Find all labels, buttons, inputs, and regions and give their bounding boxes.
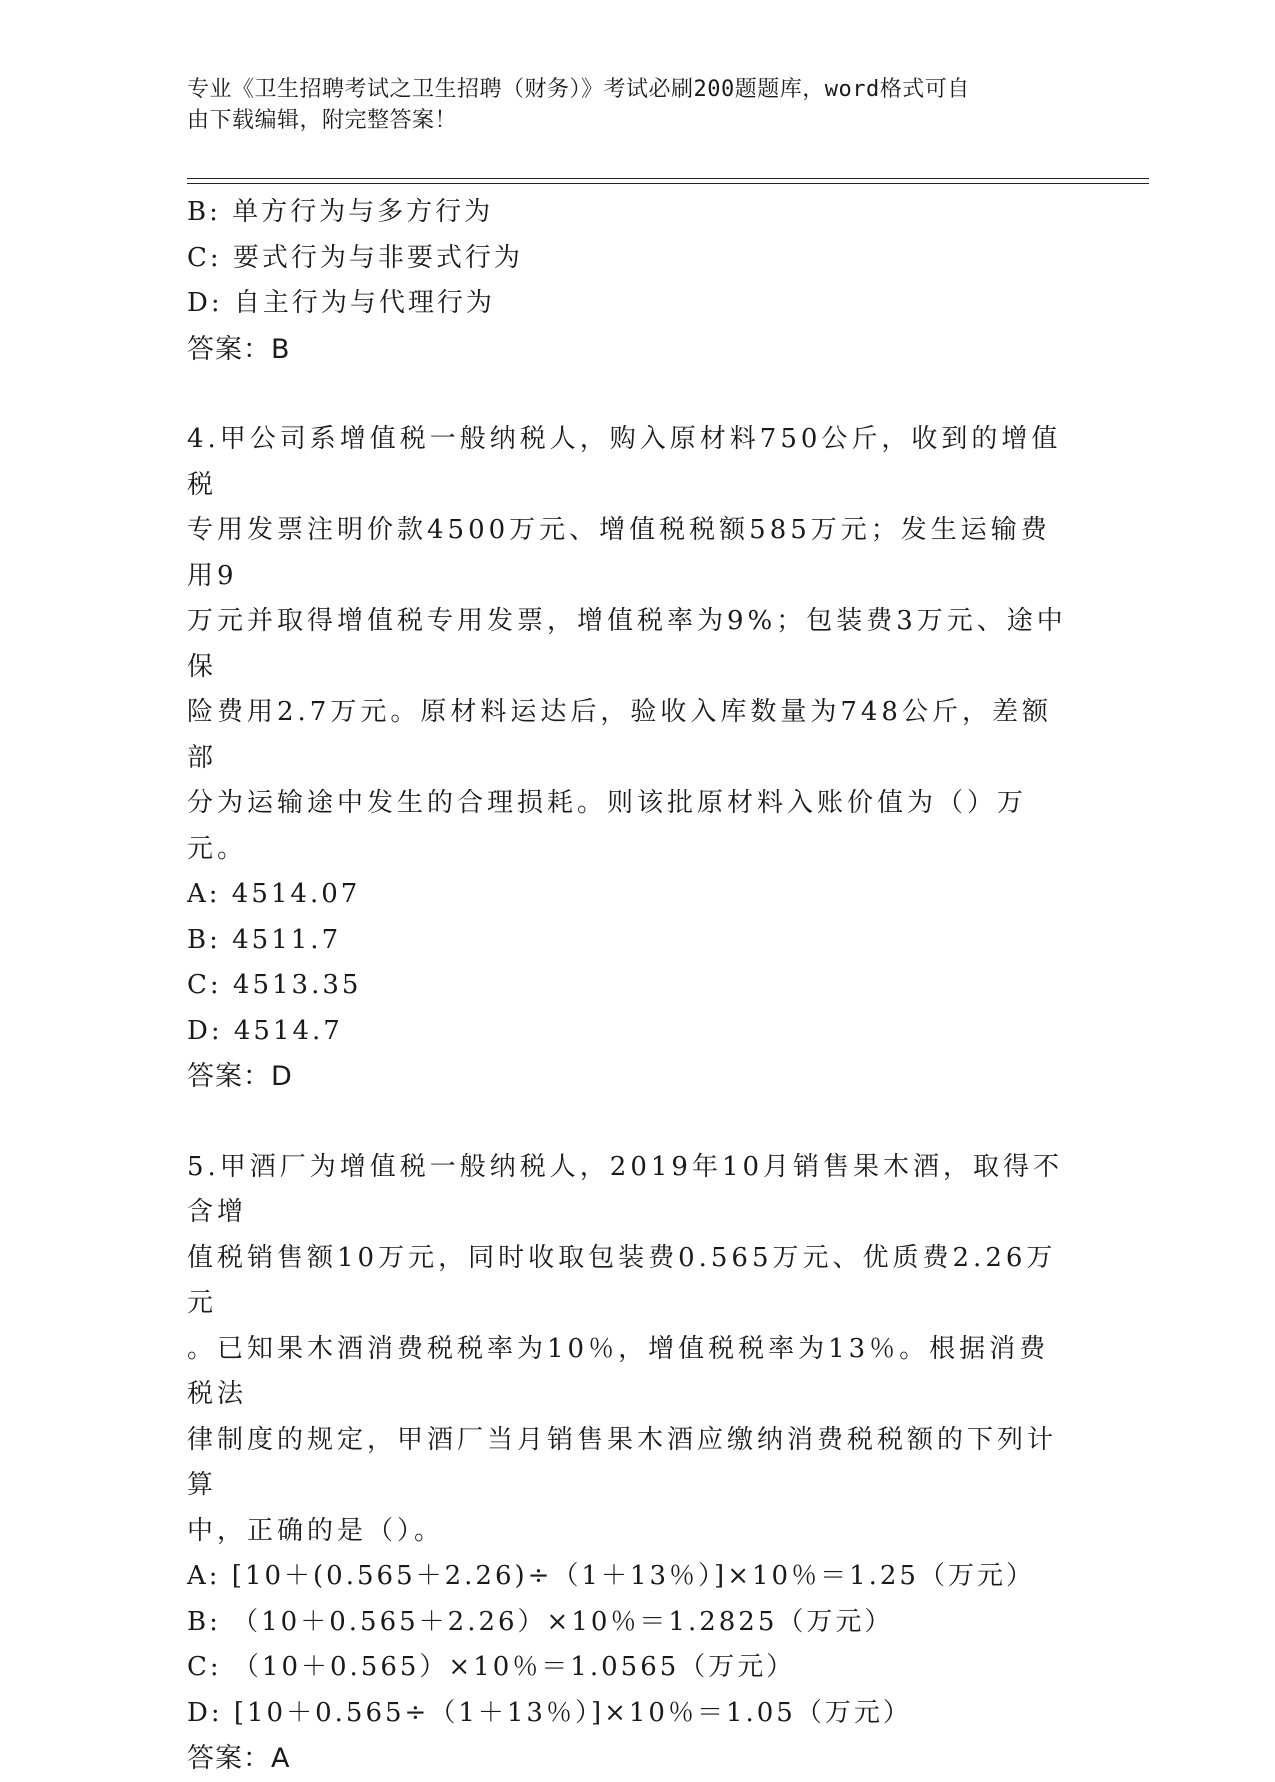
- question-5: [187, 1145, 1077, 1782]
- option-c: C: 要式行为与非要式行为: [187, 242, 523, 273]
- header-divider-bottom: [187, 183, 1149, 184]
- question-stem-line: 4.甲公司系增值税一般纳税人，购入原材料750公斤，收到的增值税: [187, 424, 1062, 500]
- header-divider-top: [187, 178, 1149, 179]
- document-body: [187, 190, 1077, 1782]
- option-b: B: 单方行为与多方行为: [187, 197, 494, 227]
- option-c: C: （10＋0.565）×10％＝1.0565（万元）: [187, 1652, 796, 1682]
- question-3: [187, 190, 1077, 372]
- header-line-2: 由下载编辑，附完整答案！: [187, 108, 458, 133]
- option-d: D: [10＋0.565÷（1＋13％）]×10％＝1.05（万元）: [187, 1697, 912, 1728]
- option-a: A: [10＋(0.565＋2.26)÷（1＋13％）]×10％＝1.25（万元）: [187, 1561, 1035, 1591]
- document-header: [187, 74, 1067, 136]
- option-b: B: 4511.7: [187, 924, 342, 955]
- option-d: D: 自主行为与代理行为: [187, 288, 495, 318]
- spacer: [187, 372, 1077, 417]
- question-stem-line: 中，正确的是（）。: [187, 1515, 445, 1546]
- question-stem-line: 。已知果木酒消费税税率为10％，增值税税率为13％。根据消费税法: [187, 1333, 1050, 1409]
- question-stem-line: 专用发票注明价款4500万元、增值税税额585万元；发生运输费用9: [187, 515, 1051, 591]
- question-4: [187, 417, 1077, 1100]
- spacer: [187, 1100, 1077, 1145]
- question-stem-line: 分为运输途中发生的合理损耗。则该批原材料入账价值为（）万元。: [187, 788, 1028, 864]
- option-b: B: （10＋0.565＋2.26）×10％＝1.2825（万元）: [187, 1606, 894, 1637]
- answer-label: 答案：A: [187, 1743, 291, 1774]
- question-stem-line: 万元并取得增值税专用发票，增值税率为9%；包装费3万元、途中保: [187, 606, 1067, 682]
- option-d: D: 4514.7: [187, 1015, 343, 1046]
- header-line-1: 专业《卫生招聘考试之卫生招聘（财务）》考试必刷200题题库，word格式可自: [187, 77, 970, 102]
- option-a: A: 4514.07: [187, 879, 361, 909]
- question-stem-line: 值税销售额10万元，同时收取包装费0.565万元、优质费2.26万元: [187, 1242, 1057, 1318]
- answer-label: 答案：B: [187, 333, 291, 365]
- answer-label: 答案：D: [187, 1061, 293, 1092]
- question-stem-line: 律制度的规定，甲酒厂当月销售果木酒应缴纳消费税税额的下列计算: [187, 1424, 1058, 1500]
- option-c: C: 4513.35: [187, 970, 362, 1000]
- question-stem-line: 5.甲酒厂为增值税一般纳税人，2019年10月销售果木酒，取得不含增: [187, 1151, 1064, 1227]
- question-stem-line: 险费用2.7万元。原材料运达后，验收入库数量为748公斤，差额部: [187, 697, 1052, 773]
